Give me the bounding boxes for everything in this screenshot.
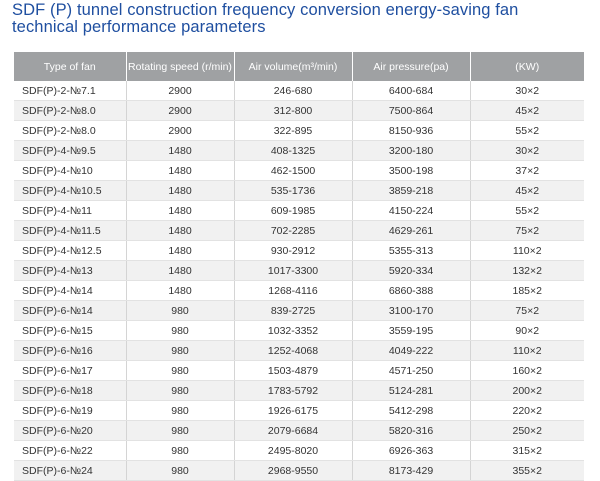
cell-type-of-fan: SDF(P)-6-№17: [14, 361, 126, 381]
table-row: [14, 81, 584, 101]
cell-air-volume: 1252-4068: [234, 341, 352, 361]
cell-type-of-fan: SDF(P)-2-№8.0: [14, 121, 126, 141]
cell-type-of-fan: SDF(P)-6-№19: [14, 401, 126, 421]
cell-power: 185×2: [470, 281, 584, 301]
cell-air-pressure: 6926-363: [352, 441, 470, 461]
table-row: [14, 401, 584, 421]
cell-type-of-fan: SDF(P)-2-№8.0: [14, 101, 126, 121]
cell-air-pressure: 4629-261: [352, 221, 470, 241]
cell-air-volume: 1926-6175: [234, 401, 352, 421]
cell-type-of-fan: SDF(P)-6-№20: [14, 421, 126, 441]
cell-air-pressure: 3559-195: [352, 321, 470, 341]
cell-power: 75×2: [470, 301, 584, 321]
cell-air-volume: 609-1985: [234, 201, 352, 221]
cell-air-pressure: 8173-429: [352, 461, 470, 481]
table-row: [14, 221, 584, 241]
cell-type-of-fan: SDF(P)-6-№14: [14, 301, 126, 321]
cell-rotating-speed: 1480: [126, 281, 234, 301]
cell-rotating-speed: 980: [126, 361, 234, 381]
fan-parameters-table: [14, 52, 584, 481]
title-line-1: SDF (P) tunnel construction frequency conversion energy-saving fan: [12, 1, 519, 19]
table-row: [14, 121, 584, 141]
cell-air-pressure: 3200-180: [352, 141, 470, 161]
cell-type-of-fan: SDF(P)-4-№10: [14, 161, 126, 181]
cell-power: 160×2: [470, 361, 584, 381]
cell-air-volume: 1017-3300: [234, 261, 352, 281]
cell-power: 45×2: [470, 181, 584, 201]
cell-power: 30×2: [470, 81, 584, 101]
cell-rotating-speed: 1480: [126, 261, 234, 281]
cell-air-pressure: 5920-334: [352, 261, 470, 281]
cell-air-volume: 462-1500: [234, 161, 352, 181]
table-row: [14, 461, 584, 481]
cell-type-of-fan: SDF(P)-4-№14: [14, 281, 126, 301]
table-row: [14, 181, 584, 201]
title-line-2: technical performance parameters: [12, 18, 266, 36]
cell-air-pressure: 3859-218: [352, 181, 470, 201]
cell-air-pressure: 5124-281: [352, 381, 470, 401]
cell-air-pressure: 5355-313: [352, 241, 470, 261]
cell-type-of-fan: SDF(P)-4-№9.5: [14, 141, 126, 161]
table-row: [14, 361, 584, 381]
cell-power: 30×2: [470, 141, 584, 161]
cell-power: 110×2: [470, 341, 584, 361]
header-air-volume: Air volume(m³/min): [234, 52, 352, 81]
table-row: [14, 281, 584, 301]
header-power: (KW): [470, 52, 584, 81]
cell-rotating-speed: 980: [126, 461, 234, 481]
cell-power: 250×2: [470, 421, 584, 441]
cell-power: 110×2: [470, 241, 584, 261]
cell-power: 200×2: [470, 381, 584, 401]
cell-air-volume: 246-680: [234, 81, 352, 101]
cell-air-pressure: 8150-936: [352, 121, 470, 141]
cell-rotating-speed: 2900: [126, 81, 234, 101]
cell-type-of-fan: SDF(P)-6-№18: [14, 381, 126, 401]
cell-type-of-fan: SDF(P)-6-№22: [14, 441, 126, 461]
cell-rotating-speed: 1480: [126, 161, 234, 181]
cell-power: 90×2: [470, 321, 584, 341]
cell-rotating-speed: 1480: [126, 141, 234, 161]
cell-air-pressure: 4150-224: [352, 201, 470, 221]
cell-air-volume: 930-2912: [234, 241, 352, 261]
cell-rotating-speed: 980: [126, 441, 234, 461]
cell-air-pressure: 5412-298: [352, 401, 470, 421]
cell-air-pressure: 5820-316: [352, 421, 470, 441]
cell-rotating-speed: 980: [126, 381, 234, 401]
cell-air-volume: 1783-5792: [234, 381, 352, 401]
cell-power: 37×2: [470, 161, 584, 181]
cell-type-of-fan: SDF(P)-4-№11: [14, 201, 126, 221]
cell-air-pressure: 7500-864: [352, 101, 470, 121]
table-row: [14, 341, 584, 361]
cell-type-of-fan: SDF(P)-6-№16: [14, 341, 126, 361]
header-air-pressure: Air pressure(pa): [352, 52, 470, 81]
cell-type-of-fan: SDF(P)-4-№11.5: [14, 221, 126, 241]
cell-power: 220×2: [470, 401, 584, 421]
cell-rotating-speed: 1480: [126, 201, 234, 221]
cell-air-volume: 702-2285: [234, 221, 352, 241]
cell-air-volume: 2968-9550: [234, 461, 352, 481]
cell-rotating-speed: 980: [126, 401, 234, 421]
table-row: [14, 241, 584, 261]
cell-rotating-speed: 2900: [126, 121, 234, 141]
table-body: [14, 81, 584, 481]
cell-power: 132×2: [470, 261, 584, 281]
cell-rotating-speed: 980: [126, 301, 234, 321]
cell-type-of-fan: SDF(P)-4-№12.5: [14, 241, 126, 261]
cell-rotating-speed: 1480: [126, 221, 234, 241]
cell-air-volume: 312-800: [234, 101, 352, 121]
cell-power: 75×2: [470, 221, 584, 241]
cell-rotating-speed: 1480: [126, 181, 234, 201]
table-row: [14, 321, 584, 341]
cell-air-volume: 322-895: [234, 121, 352, 141]
table-row: [14, 101, 584, 121]
cell-type-of-fan: SDF(P)-6-№24: [14, 461, 126, 481]
header-type-of-fan: Type of fan: [14, 52, 126, 81]
cell-type-of-fan: SDF(P)-4-№10.5: [14, 181, 126, 201]
cell-rotating-speed: 2900: [126, 101, 234, 121]
cell-type-of-fan: SDF(P)-6-№15: [14, 321, 126, 341]
table-row: [14, 161, 584, 181]
document-title: [12, 2, 592, 36]
cell-air-pressure: 4571-250: [352, 361, 470, 381]
cell-air-volume: 1503-4879: [234, 361, 352, 381]
cell-air-pressure: 6860-388: [352, 281, 470, 301]
table-row: [14, 421, 584, 441]
table-row: [14, 441, 584, 461]
cell-air-pressure: 3100-170: [352, 301, 470, 321]
cell-power: 45×2: [470, 101, 584, 121]
cell-power: 355×2: [470, 461, 584, 481]
cell-type-of-fan: SDF(P)-2-№7.1: [14, 81, 126, 101]
cell-power: 315×2: [470, 441, 584, 461]
cell-air-volume: 535-1736: [234, 181, 352, 201]
cell-air-volume: 1032-3352: [234, 321, 352, 341]
cell-type-of-fan: SDF(P)-4-№13: [14, 261, 126, 281]
cell-air-volume: 408-1325: [234, 141, 352, 161]
header-rotating-speed: Rotating speed (r/min): [126, 52, 234, 81]
cell-air-pressure: 4049-222: [352, 341, 470, 361]
cell-power: 55×2: [470, 121, 584, 141]
table-row: [14, 301, 584, 321]
table-row: [14, 141, 584, 161]
table-row: [14, 201, 584, 221]
table-row: [14, 261, 584, 281]
table-row: [14, 381, 584, 401]
cell-rotating-speed: 980: [126, 341, 234, 361]
cell-air-volume: 2079-6684: [234, 421, 352, 441]
cell-rotating-speed: 980: [126, 421, 234, 441]
cell-rotating-speed: 1480: [126, 241, 234, 261]
table-header-row: [14, 52, 584, 81]
cell-air-volume: 1268-4116: [234, 281, 352, 301]
cell-air-pressure: 3500-198: [352, 161, 470, 181]
cell-air-pressure: 6400-684: [352, 81, 470, 101]
cell-air-volume: 839-2725: [234, 301, 352, 321]
cell-air-volume: 2495-8020: [234, 441, 352, 461]
cell-rotating-speed: 980: [126, 321, 234, 341]
cell-power: 55×2: [470, 201, 584, 221]
